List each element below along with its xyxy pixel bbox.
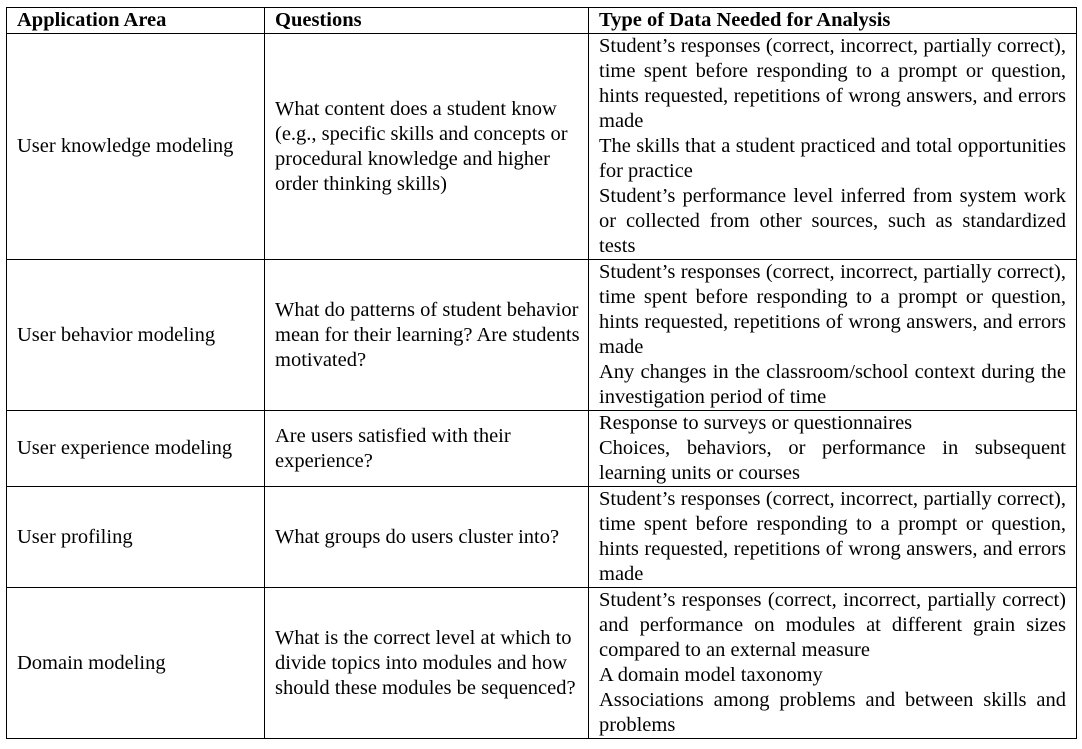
row-area: Domain modeling <box>7 588 265 739</box>
row-area: User experience modeling <box>7 411 265 487</box>
data-item: Any changes in the classroom/school context during the investigation period of time <box>599 361 1066 408</box>
table-row <box>7 260 1077 411</box>
row-question: What content does a student know (e.g., specific skills and concepts or procedural knowledge and higher order thinking skills) <box>265 34 589 260</box>
table-row <box>7 411 1077 487</box>
row-data <box>589 487 1077 588</box>
row-area: User behavior modeling <box>7 260 265 411</box>
header-row <box>7 8 1077 34</box>
data-item: Student’s responses (correct, incorrect, partially correct), time spent before responding to a prompt or question, hints requested, repetitions of wrong answers, and errors made <box>599 35 1066 132</box>
header-data-needed: Type of Data Needed for Analysis <box>589 8 1077 34</box>
data-item: Student’s responses (correct, incorrect, partially correct) and performance on modules at different grain sizes compared to an external measure <box>599 589 1066 661</box>
row-question: What do patterns of student behavior mean for their learning? Are students motivated? <box>265 260 589 411</box>
row-data <box>589 411 1077 487</box>
header-application-area: Application Area <box>7 8 265 34</box>
analysis-table <box>6 7 1077 739</box>
row-data <box>589 34 1077 260</box>
row-question: Are users satisfied with their experience? <box>265 411 589 487</box>
row-question: What is the correct level at which to divide topics into modules and how should these modules be sequenced? <box>265 588 589 739</box>
row-question: What groups do users cluster into? <box>265 487 589 588</box>
row-area: User knowledge modeling <box>7 34 265 260</box>
data-item: Student’s responses (correct, incorrect, partially correct), time spent before responding to a prompt or question, hints requested, repetitions of wrong answers, and errors made <box>599 488 1066 585</box>
table-row <box>7 588 1077 739</box>
row-data <box>589 588 1077 739</box>
row-area: User profiling <box>7 487 265 588</box>
table-row <box>7 34 1077 260</box>
header-questions: Questions <box>265 8 589 34</box>
data-item: Student’s responses (correct, incorrect, partially correct), time spent before responding to a prompt or question, hints requested, repetitions of wrong answers, and errors made <box>599 261 1066 358</box>
data-item: The skills that a student practiced and total opportunities for practice <box>599 135 1066 182</box>
row-data <box>589 260 1077 411</box>
data-item: Student’s performance level inferred from system work or collected from other sources, such as standardized tests <box>599 185 1066 257</box>
table-row <box>7 487 1077 588</box>
data-item: Associations among problems and between skills and problems <box>599 689 1066 736</box>
data-item: A domain model taxonomy <box>599 664 823 686</box>
data-item: Choices, behaviors, or performance in subsequent learning units or courses <box>599 437 1066 484</box>
data-item: Response to surveys or questionnaires <box>599 412 913 434</box>
